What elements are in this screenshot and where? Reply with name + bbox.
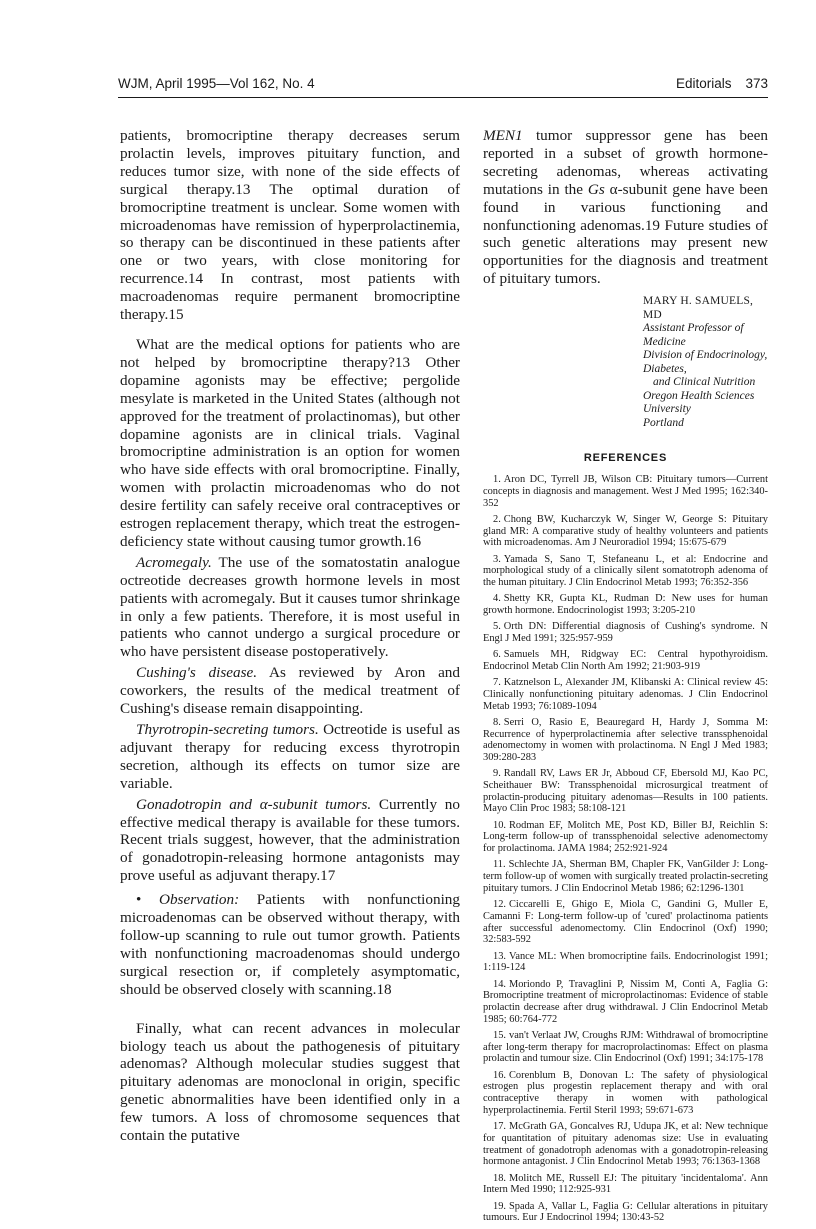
- reference-text: Randall RV, Laws ER Jr, Abboud CF, Ebersold MJ, Kao PC, Scheithauer BW: Transsphenoidal microsurgical treatment of prolactin-producing pituitary adenomas—Results in 100 patients. Mayo Clin Proc 1983; 58:108-121: [483, 768, 768, 815]
- author-affiliation: [643, 322, 768, 430]
- reference-item: [483, 554, 768, 589]
- subheading: Acromegaly.: [136, 553, 212, 571]
- reference-item: [483, 899, 768, 946]
- reference-item: [483, 1201, 768, 1224]
- section-name: Editorials: [675, 76, 732, 91]
- references-heading: REFERENCES: [583, 452, 668, 465]
- paragraph: [120, 664, 460, 718]
- paragraph-text: Octreotide is useful as adjuvant therapy for reducing excess thyrotropin secretion, although its effects on tumor size are variable.: [120, 721, 460, 792]
- author-city: Portland: [643, 416, 684, 429]
- reference-text: McGrath GA, Goncalves RJ, Udupa JK, et al: New technique for quantitation of pituitary adenomas size: Use in evaluating treatment of gonadotroph adenomas with a gonadotropin-releasing hormone antagonist. J Clin Endocrinol Metab 1993; 76:1363-1368: [483, 1121, 768, 1168]
- right-column: [483, 127, 768, 1229]
- paragraph: Finally, what can recent advances in molecular biology teach us about the pathogenesis of pituitary adenomas? Although molecular studies suggest that pituitary adenomas are monoclonal in origin, specific genetic abnormalities have been identified only in a few tumors. A loss of chromosome sequences that contain the putative: [120, 1019, 460, 1145]
- reference-number: 11.: [493, 859, 506, 871]
- reference-text: van't Verlaat JW, Croughs RJM: Withdrawal of bromocriptine after long-term therapy for macroprolactinomas: Effect on plasma prolactin and tumour size. Clin Endocrinol (Oxf) 1991; 34:175-178: [483, 1030, 768, 1065]
- paragraph-text: tumor suppressor gene has been reported in a subset of growth hormone-secreting adenomas, whereas activating mutations in the: [483, 127, 768, 198]
- reference-text: Spada A, Vallar L, Faglia G: Cellular alterations in pituitary tumours. Eur J Endocrinol 1994; 130:43-52: [483, 1200, 768, 1224]
- reference-text: Vance ML: When bromocriptine fails. Endocrinologist 1991; 1:119-124: [483, 950, 768, 974]
- reference-text: Ciccarelli E, Ghigo E, Miola C, Gandini G, Muller E, Camanni F: Long-term follow-up of 'cured' prolactinoma patients after successful adenomectomy. Clin Endocrinol (Oxf) 1990; 32:583-592: [483, 899, 768, 946]
- reference-text: Aron DC, Tyrrell JB, Wilson CB: Pituitary tumors—Current concepts in diagnosis and management. West J Med 1995; 162:340-352: [483, 474, 768, 509]
- reference-number: 6.: [493, 649, 501, 661]
- reference-item: [483, 1030, 768, 1065]
- reference-number: 15.: [493, 1030, 506, 1041]
- paragraph-text: Currently no effective medical therapy is available for these tumors. Recent trials suggest, however, that the administration of gonadotropin-releasing hormone antagonists may prove useful as adjuvant therapy.17: [120, 795, 460, 885]
- paragraph: [120, 891, 460, 998]
- reference-text: Molitch ME, Russell EJ: The pituitary 'incidentaloma'. Ann Intern Med 1990; 112:925-931: [483, 1172, 768, 1196]
- reference-item: [483, 768, 768, 815]
- reference-number: 8.: [493, 716, 501, 728]
- reference-number: 2.: [493, 513, 501, 525]
- reference-item: [483, 514, 768, 549]
- reference-item: [483, 677, 768, 712]
- reference-item: [483, 1121, 768, 1168]
- reference-number: 12.: [493, 899, 506, 911]
- reference-item: [483, 820, 768, 855]
- paragraph-text: Patients with nonfunctioning microadenomas can be observed without therapy, with follow-up scanning to rule out tumor growth. Patients with nonfunctioning macroadenomas should undergo surgical resection or, if completely asymptomatic, should be observed closely with scanning.18: [120, 891, 460, 998]
- paragraph: [483, 127, 768, 288]
- reference-text: Rodman EF, Molitch ME, Post KD, Biller BJ, Reichlin S: Long-term follow-up of transsphenoidal selective adenomectomy for prolactinoma. JAMA 1984; 252:921-924: [483, 819, 768, 855]
- reference-text: Katznelson L, Alexander JM, Klibanski A: Clinical review 45: Clinically nonfunctioning pituitary adenomas. J Clin Endocrinol Metab 1993; 76:1089-1094: [483, 677, 768, 712]
- gene-name: Gs: [587, 180, 605, 198]
- reference-number: 10.: [493, 819, 506, 831]
- paragraph-text: As reviewed by Aron and coworkers, the results of the medical treatment of Cushing's disease remain disappointing.: [120, 664, 460, 718]
- reference-number: 18.: [493, 1172, 506, 1184]
- bullet: •: [136, 891, 142, 909]
- reference-item: [483, 649, 768, 672]
- subheading: Cushing's disease.: [136, 664, 258, 682]
- left-column: [120, 127, 460, 1145]
- references-list: [483, 474, 768, 1224]
- reference-text: Orth DN: Differential diagnosis of Cushing's syndrome. N Engl J Med 1991; 325:957-959: [483, 621, 768, 644]
- author-institution: Oregon Health Sciences University: [643, 389, 755, 416]
- header-right: [662, 76, 768, 91]
- reference-text: Yamada S, Sano T, Stefaneanu L, et al: Endocrine and morphological study of a clinically silent somatotroph adenoma of the human pituitary. J Clin Endocrinol Metab 1993; 76:352-356: [483, 553, 768, 588]
- reference-text: Chong BW, Kucharczyk W, Singer W, George S: Pituitary gland MR: A comparative study of healthy volunteers and patients with microadenomas. Am J Neuroradiol 1994; 15:675-679: [483, 513, 768, 549]
- paragraph: [120, 554, 460, 661]
- gene-name: MEN1: [483, 127, 523, 144]
- reference-item: [483, 979, 768, 1026]
- paragraph-text: α-subunit gene have been found in various functioning and nonfunctioning adenomas.19 Future studies of such genetic alterations may present new opportunities for the diagnosis and treatment of pituitary tumors.: [483, 180, 769, 288]
- reference-item: [483, 717, 768, 764]
- journal-citation: WJM, April 1995—Vol 162, No. 4: [118, 76, 315, 91]
- reference-number: 19.: [493, 1200, 506, 1212]
- reference-item: [483, 1070, 768, 1117]
- reference-number: 16.: [493, 1069, 506, 1081]
- reference-number: 14.: [493, 978, 506, 990]
- reference-number: 9.: [493, 768, 501, 780]
- subheading: Gonadotropin and α-subunit tumors.: [136, 795, 372, 813]
- reference-number: 1.: [493, 474, 501, 486]
- author-name: MARY H. SAMUELS, MD: [643, 295, 754, 321]
- reference-number: 5.: [493, 621, 501, 633]
- reference-item: [483, 593, 768, 616]
- paragraph-text: The use of the somatostatin analogue octreotide decreases growth hormone levels in most patients with acromegaly. But it causes tumor shrinkage in only a few patients. Therefore, it is most useful in patients who cannot undergo a surgical procedure or who have persistent disease postoperatively.: [120, 553, 460, 661]
- paragraph: patients, bromocriptine therapy decreases serum prolactin levels, improves pituitary function, and reduces tumor size, with none of the side effects of surgical therapy.13 The optimal duration of bromocriptine treatment is unclear. Some women with microadenomas have remission of hyperprolactinemia, so therapy can be discontinued in these patients after one or two years, with close monitoring for recurrence.14 In contrast, most patients with macroadenomas require permanent bromocriptine therapy.15: [120, 127, 460, 324]
- subheading: Thyrotropin-secreting tumors.: [136, 721, 319, 738]
- reference-item: [483, 621, 768, 644]
- reference-item: [483, 859, 768, 894]
- paragraph: [120, 796, 460, 886]
- page-number: 373: [745, 76, 768, 91]
- reference-item: [483, 474, 768, 509]
- reference-item: [483, 951, 768, 974]
- author-title: Assistant Professor of Medicine: [643, 322, 744, 348]
- reference-item: [483, 1173, 768, 1196]
- subheading: Observation:: [158, 891, 240, 909]
- reference-text: Schlechte JA, Sherman BM, Chapler FK, VanGilder J: Long-term follow-up of women with surgically treated prolactin-secreting pituitary tumors. J Clin Endocrinol Metab 1986; 62:1296-1301: [483, 859, 768, 894]
- author-signature: [643, 295, 768, 430]
- reference-number: 13.: [493, 950, 506, 962]
- header-rule: [118, 97, 768, 98]
- reference-text: Samuels MH, Ridgway EC: Central hypothyroidism. Endocrinol Metab Clin North Am 1992; 21:903-919: [483, 649, 768, 672]
- paragraph: What are the medical options for patients who are not helped by bromocriptine therapy?13 Other dopamine agonists may be effective; pergolide mesylate is marketed in the United States (although not approved for the treatment of prolactinomas), but other dopamine agonists are in clinical trials. Vaginal bromocriptine administration is an option for women who have side effects with oral bromocriptine. Finally, women with prolactin microadenomas who do not desire fertility can safely receive oral contraceptives or estrogen replacement therapy, which treat the estrogen-deficiency state without causing tumor growth.16: [120, 335, 460, 550]
- reference-number: 4.: [493, 593, 501, 605]
- reference-text: Shetty KR, Gupta KL, Rudman D: New uses for human growth hormone. Endocrinologist 1993; 3:205-210: [483, 593, 768, 616]
- author-division: Division of Endocrinology, Diabetes,: [643, 349, 768, 375]
- running-header: [118, 76, 768, 96]
- paragraph: [120, 721, 460, 793]
- reference-text: Moriondo P, Travaglini P, Nissim M, Conti A, Faglia G: Bromocriptine treatment of microprolactinomas: Evidence of stable prolactin decrease after drug withdrawal. J Clin Endocrinol Metab 1985; 60:764-772: [483, 978, 768, 1025]
- reference-number: 3.: [493, 553, 501, 565]
- reference-text: Corenblum B, Donovan L: The safety of physiological estrogen plus progestin replacement therapy and with oral contraceptive therapy in women with pathological hyperprolactinemia. Fertil Steril 1993; 59:671-673: [483, 1069, 768, 1116]
- reference-number: 17.: [493, 1121, 506, 1133]
- reference-number: 7.: [493, 677, 501, 689]
- reference-text: Serri O, Rasio E, Beauregard H, Hardy J, Somma M: Recurrence of hyperprolactinemia after selective transsphenoidal adenomectomy in women with prolactinoma. N Engl J Med 1983; 309:280-283: [483, 716, 768, 764]
- author-division-cont: and Clinical Nutrition: [653, 376, 756, 389]
